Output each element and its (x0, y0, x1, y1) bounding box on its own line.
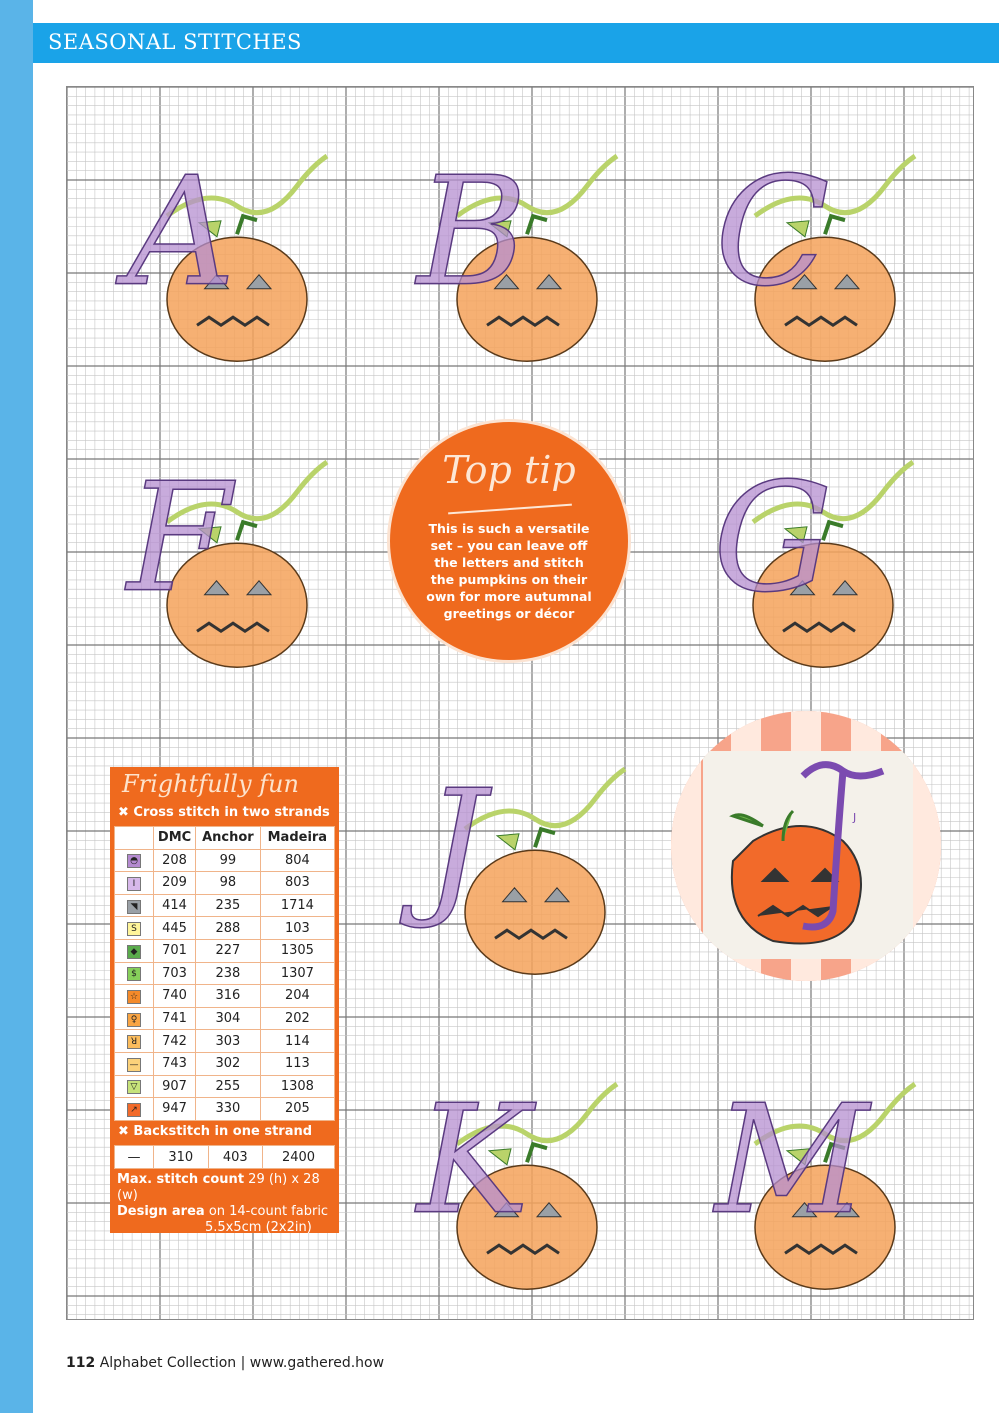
thread-anchor: 303 (196, 1030, 261, 1053)
key-title: Frightfully fun (122, 770, 299, 798)
thread-anchor: 304 (196, 1007, 261, 1030)
motif-letter: F (127, 451, 232, 626)
thread-symbol-icon: ◓ (127, 854, 141, 868)
thread-madeira: 803 (260, 872, 334, 895)
design-size: 5.5x5cm (2x2in) (205, 1220, 312, 1235)
pumpkin-stem (237, 216, 257, 234)
thread-symbol-icon: ◥ (127, 900, 141, 914)
top-tip-title: Top tip (442, 448, 576, 492)
thread-anchor: 302 (196, 1052, 261, 1075)
thread-row (115, 849, 335, 872)
thread-symbol-icon: I (127, 877, 141, 891)
thread-symbol-cell (115, 1052, 154, 1075)
thread-dmc: 907 (154, 1075, 196, 1098)
thread-anchor: 98 (196, 872, 261, 895)
top-tip-body: This is such a versatile set – you can leave off the letters and stitch the pumpkins on their own for more autumnal greetings or décor (426, 521, 592, 621)
motif-m (680, 1040, 930, 1304)
thread-madeira: 205 (260, 1098, 334, 1121)
thread-anchor: 316 (196, 985, 261, 1008)
motif-letter: B (417, 145, 528, 320)
motif-f (92, 418, 342, 682)
pumpkin-stem (527, 1144, 547, 1162)
motif-letter: G (713, 451, 833, 626)
motif-a (92, 112, 342, 376)
backstitch-table (114, 1145, 335, 1169)
motif-j (390, 725, 640, 989)
design-area-value: on 14-count fabric (208, 1204, 329, 1219)
stitch-info (117, 1172, 339, 1236)
thread-symbol-cell (115, 962, 154, 985)
thread-anchor: 330 (196, 1098, 261, 1121)
thread-table-header (115, 827, 335, 850)
pumpkin-leaf (497, 834, 519, 850)
thread-madeira: 103 (260, 917, 334, 940)
top-tip-badge (390, 422, 628, 660)
thread-row (115, 872, 335, 895)
column-header-anchor: Anchor (196, 827, 261, 850)
motif-letter: A (127, 145, 236, 320)
backstitch-row (115, 1146, 335, 1169)
thread-dmc: 741 (154, 1007, 196, 1030)
thread-symbol-icon: ꓤ (127, 1035, 141, 1049)
thread-anchor: 238 (196, 962, 261, 985)
thread-madeira: 204 (260, 985, 334, 1008)
aida-fabric (703, 751, 913, 959)
motif-letter: K (417, 1073, 530, 1248)
thread-anchor: 99 (196, 849, 261, 872)
thread-symbol-icon: ☆ (127, 990, 141, 1004)
thread-symbol-icon: ♀ (127, 1013, 141, 1027)
thread-madeira: 114 (260, 1030, 334, 1053)
photo-letter: J (853, 811, 857, 824)
thread-anchor: 227 (196, 939, 261, 962)
thread-dmc: 414 (154, 894, 196, 917)
thread-symbol-cell (115, 939, 154, 962)
thread-symbol-icon: $ (127, 967, 141, 981)
motif-g (678, 418, 928, 682)
page-footer (66, 1355, 384, 1371)
thread-dmc: 740 (154, 985, 196, 1008)
pumpkin-stem (527, 216, 547, 234)
motif-k (382, 1040, 632, 1304)
pumpkin-stem (535, 829, 555, 847)
thread-row (115, 894, 335, 917)
thread-anchor: 235 (196, 894, 261, 917)
section-title: SEASONAL STITCHES (48, 30, 302, 54)
thread-row (115, 1075, 335, 1098)
thread-symbol-icon: S (127, 922, 141, 936)
top-tip-divider (448, 504, 572, 515)
backstitch-heading: ✖ Backstitch in one strand (118, 1124, 313, 1139)
motif-c (680, 112, 930, 376)
stitched-pumpkin-j (703, 751, 913, 959)
thread-madeira: 1305 (260, 939, 334, 962)
thread-symbol-cell (115, 872, 154, 895)
thread-anchor: 288 (196, 917, 261, 940)
motif-letter: J (425, 758, 486, 933)
left-color-bar (0, 0, 33, 1413)
motif-letter: C (715, 145, 830, 320)
motif-b (382, 112, 632, 376)
thread-madeira: 202 (260, 1007, 334, 1030)
thread-symbol-icon: ↗ (127, 1103, 141, 1117)
thread-dmc: 742 (154, 1030, 196, 1053)
thread-dmc: 209 (154, 872, 196, 895)
thread-symbol-icon: ▽ (127, 1080, 141, 1094)
thread-dmc: 701 (154, 939, 196, 962)
thread-symbol-cell (115, 1007, 154, 1030)
footer-text: Alphabet Collection | www.gathered.how (99, 1355, 385, 1371)
motif-letter: M (715, 1073, 869, 1248)
max-stitch-label: Max. stitch count (117, 1172, 245, 1187)
symbol-column-header (115, 827, 154, 850)
thread-row (115, 1098, 335, 1121)
thread-symbol-cell (115, 985, 154, 1008)
backstitch-anchor: 403 (208, 1146, 263, 1169)
thread-dmc: 743 (154, 1052, 196, 1075)
thread-madeira: 1714 (260, 894, 334, 917)
thread-symbol-cell (115, 849, 154, 872)
thread-symbol-cell (115, 1075, 154, 1098)
thread-madeira: 1308 (260, 1075, 334, 1098)
backstitch-dmc: 310 (154, 1146, 209, 1169)
thread-table (114, 826, 335, 1121)
thread-symbol-cell (115, 1030, 154, 1053)
cross-stitch-heading: ✖ Cross stitch in two strands (118, 805, 330, 820)
pumpkin-stem (237, 522, 257, 540)
backstitch-symbol: — (115, 1146, 154, 1169)
column-header-madeira: Madeira (260, 827, 334, 850)
backstitch-madeira: 2400 (263, 1146, 335, 1169)
thread-symbol-icon: — (127, 1058, 141, 1072)
thread-dmc: 947 (154, 1098, 196, 1121)
page-number: 112 (66, 1355, 96, 1371)
vine (465, 769, 625, 829)
stitched-sample-photo (671, 711, 941, 981)
thread-anchor: 255 (196, 1075, 261, 1098)
thread-madeira: 1307 (260, 962, 334, 985)
thread-dmc: 703 (154, 962, 196, 985)
thread-row (115, 985, 335, 1008)
column-header-dmc: DMC (154, 827, 196, 850)
thread-dmc: 208 (154, 849, 196, 872)
thread-row (115, 917, 335, 940)
design-area-label: Design area (117, 1204, 205, 1219)
thread-madeira: 804 (260, 849, 334, 872)
thread-madeira: 113 (260, 1052, 334, 1075)
thread-symbol-cell (115, 1098, 154, 1121)
thread-key (110, 767, 339, 1233)
thread-symbol-cell (115, 894, 154, 917)
thread-row (115, 1030, 335, 1053)
thread-row (115, 962, 335, 985)
thread-row (115, 1007, 335, 1030)
thread-dmc: 445 (154, 917, 196, 940)
thread-symbol-icon: ◆ (127, 945, 141, 959)
thread-row (115, 939, 335, 962)
thread-symbol-cell (115, 917, 154, 940)
pumpkin-body (465, 850, 605, 974)
thread-row (115, 1052, 335, 1075)
max-stitch-value: 29 (h) x 28 (w) (117, 1172, 320, 1203)
